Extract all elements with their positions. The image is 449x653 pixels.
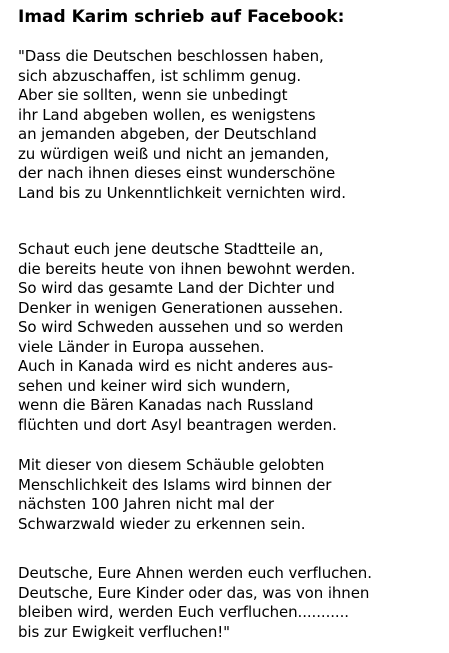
text-line: bis zur Ewigkeit verfluchen!" bbox=[18, 622, 230, 641]
text-line: Schaut euch jene deutsche Stadtteile an, bbox=[18, 240, 324, 258]
text-line: wenn die Bären Kanadas nach Russland bbox=[18, 396, 314, 414]
text-line: So wird das gesamte Land der Dichter und bbox=[18, 279, 335, 297]
text-line: an jemanden abgeben, der Deutschland bbox=[18, 125, 317, 143]
text-line: zu würdigen weiß und nicht an jemanden, bbox=[18, 144, 330, 163]
text-line: So wird Schweden aussehen und so werden bbox=[18, 318, 344, 336]
text-line: bleiben wird, werden Euch verfluchen........... bbox=[18, 603, 349, 621]
text-line: viele Länder in Europa aussehen. bbox=[18, 337, 265, 356]
text-line: der nach ihnen dieses einst wunderschöne bbox=[18, 164, 336, 182]
text-line: Deutsche, Eure Ahnen werden euch verfluchen. bbox=[18, 564, 372, 582]
text-line: sich abzuschaffen, ist schlimm genug. bbox=[18, 66, 302, 85]
text-line: "Dass die Deutschen beschlossen haben, bbox=[18, 47, 324, 65]
text-line: Mit dieser von diesem Schäuble gelobten bbox=[18, 456, 325, 474]
text-line: Schwarzwald wieder zu erkennen sein. bbox=[18, 514, 306, 533]
text-line: die bereits heute von ihnen bewohnt werden. bbox=[18, 259, 356, 278]
text-line: Deutsche, Eure Kinder oder das, was von ihnen bbox=[18, 583, 370, 602]
text-line: Denker in wenigen Generationen aussehen. bbox=[18, 298, 343, 317]
quote-paragraph-1 bbox=[18, 47, 346, 203]
text-line: Land bis zu Unkenntlichkeit vernichten wird. bbox=[18, 183, 346, 202]
post-heading: Imad Karim schrieb auf Facebook: bbox=[18, 7, 345, 27]
text-line: nächsten 100 Jahren nicht mal der bbox=[18, 495, 274, 513]
quote-paragraph-4 bbox=[18, 564, 372, 642]
text-line: ihr Land abgeben wollen, es wenigstens bbox=[18, 105, 316, 124]
text-line: Aber sie sollten, wenn sie unbedingt bbox=[18, 86, 288, 104]
text-line: flüchten und dort Asyl beantragen werden. bbox=[18, 415, 337, 434]
quote-paragraph-3 bbox=[18, 456, 331, 534]
text-line: Auch in Kanada wird es nicht anderes aus- bbox=[18, 357, 334, 375]
quote-paragraph-2 bbox=[18, 240, 355, 435]
text-line: sehen und keiner wird sich wundern, bbox=[18, 376, 291, 395]
text-line: Menschlichkeit des Islams wird binnen der bbox=[18, 475, 332, 494]
